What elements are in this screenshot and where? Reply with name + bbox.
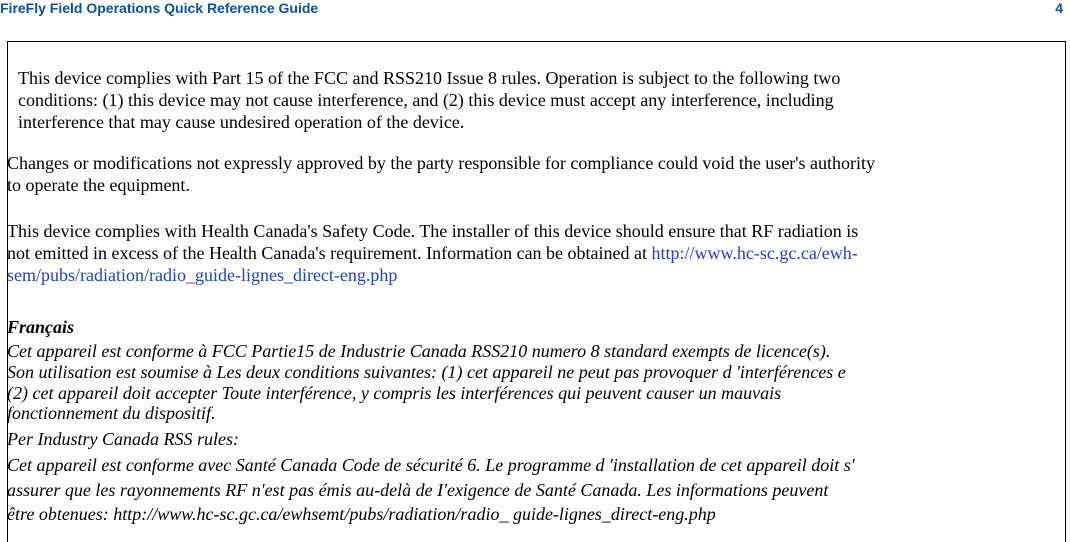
french-heading: Français [7, 317, 75, 337]
fcc-line-3: interference that may cause undesired operation of the device. [18, 112, 465, 132]
french-line-4: fonctionnement du dispositif. [7, 403, 216, 423]
health-line-2 [7, 242, 858, 264]
fcc-line-1: This device complies with Part 15 of the FCC and RSS210 Issue 8 rules. Operation is subject to the following two [18, 68, 841, 88]
health-canada-link-cont[interactable]: sem/pubs/radiation/radio_guide-lignes_direct-eng.php [7, 265, 398, 285]
french-line-3: (2) cet appareil doit accepter Toute interférence, y compris les interférences qui peuvent causer un mauvais [7, 383, 782, 403]
french-line-6: Cet appareil est conforme avec Santé Canada Code de sécurité 6. Le programme d 'installation de cet appareil doit s' [7, 455, 855, 475]
french-line-8: être obtenues: http://www.hc-sc.gc.ca/ewhsemt/pubs/radiation/radio_ guide-lignes_direct-eng.php [7, 504, 716, 524]
page-number: 4 [1055, 0, 1063, 16]
document-title: FireFly Field Operations Quick Reference Guide [0, 0, 319, 16]
french-line-5: Per Industry Canada RSS rules: [7, 429, 239, 449]
health-line-2-text: not emitted in excess of the Health Canada's requirement. Information can be obtained at [7, 243, 652, 263]
page-header [0, 0, 1070, 18]
french-line-7: assurer que les rayonnements RF n'est pas émis au-delà de I'exigence de Santé Canada. Les informations peuvent [7, 480, 829, 500]
french-line-1: Cet appareil est conforme à FCC Partie15 de Industrie Canada RSS210 numero 8 standard exempts de licence(s). [7, 341, 831, 361]
changes-line-2: to operate the equipment. [7, 175, 190, 195]
french-line-2: Son utilisation est soumise à Les deux conditions suivantes: (1) cet appareil ne peut pas provoquer d 'interférences e [7, 362, 846, 382]
changes-line-1: Changes or modifications not expressly approved by the party responsible for compliance could void the user's authority [7, 153, 876, 173]
health-canada-link[interactable]: http://www.hc-sc.gc.ca/ewh- [651, 243, 858, 263]
health-line-1: This device complies with Health Canada's Safety Code. The installer of this device should ensure that RF radiation is [7, 221, 859, 241]
fcc-line-2: conditions: (1) this device may not cause interference, and (2) this device must accept any interference, including [18, 90, 834, 110]
